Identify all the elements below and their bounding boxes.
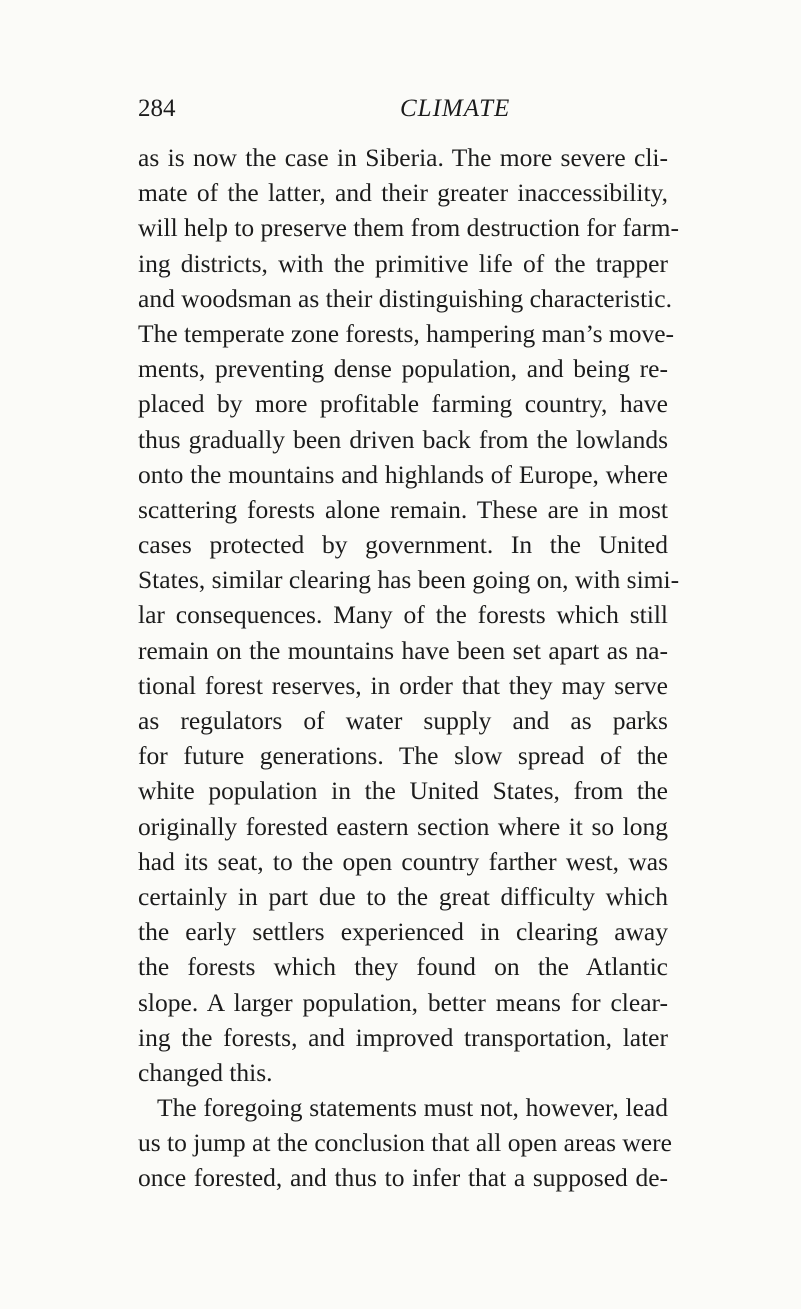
text-line: remain on the mountains have been set apart as na- (138, 635, 668, 665)
text-line: certainly in part due to the great difficulty which (138, 881, 668, 911)
text-line: for future generations. The slow spread of the (138, 741, 668, 771)
text-line: ing districts, with the primitive life of the trapper (138, 248, 668, 278)
text-line: the forests which they found on the Atlantic (138, 952, 668, 982)
text-line: had its seat, to the open country farther west, was (138, 846, 668, 876)
text-line: scattering forests alone remain. These are in most (138, 494, 668, 524)
text-line: and woodsman as their distinguishing characteristic. (138, 283, 672, 313)
text-line: tional forest reserves, in order that they may serve (138, 670, 668, 700)
text-line: as regulators of water supply and as parks (138, 706, 668, 735)
text-line: once forested, and thus to infer that a supposed de- (138, 1163, 668, 1193)
text-line: originally forested eastern section where it so long (138, 811, 668, 841)
text-line: mate of the latter, and their greater inaccessibility, (138, 178, 668, 208)
text-line: The foregoing statements must not, however, lead (157, 1093, 668, 1123)
text-line: changed this. (138, 1057, 273, 1087)
text-line: placed by more profitable farming country, have (138, 389, 668, 419)
text-line: ments, preventing dense population, and being re- (138, 354, 668, 384)
text-line: States, similar clearing has been going on, with simi- (138, 565, 680, 595)
page-number: 284 (138, 95, 176, 122)
text-line: ing the forests, and improved transportation, later (138, 1022, 668, 1052)
running-head (138, 92, 663, 126)
text-line: will help to preserve them from destruction for farm- (138, 213, 679, 243)
text-line: slope. A larger population, better means for clear- (138, 987, 668, 1017)
body-text (138, 140, 680, 1196)
text-line: cases protected by government. In the United (138, 530, 668, 560)
text-line: us to jump at the conclusion that all open areas were (138, 1128, 672, 1158)
text-line: the early settlers experienced in clearing away (138, 917, 668, 947)
running-title: CLIMATE (400, 95, 511, 122)
text-line: thus gradually been driven back from the lowlands (138, 424, 668, 454)
text-line: onto the mountains and highlands of Europe, where (138, 459, 668, 489)
paragraph (138, 1090, 672, 1196)
text-line: lar consequences. Many of the forests which still (138, 600, 668, 630)
text-line: white population in the United States, from the (138, 776, 668, 806)
paragraph (138, 140, 680, 1090)
text-line: as is now the case in Siberia. The more severe cli- (138, 143, 668, 172)
text-line: The temperate zone forests, hampering man’s move- (138, 318, 675, 348)
